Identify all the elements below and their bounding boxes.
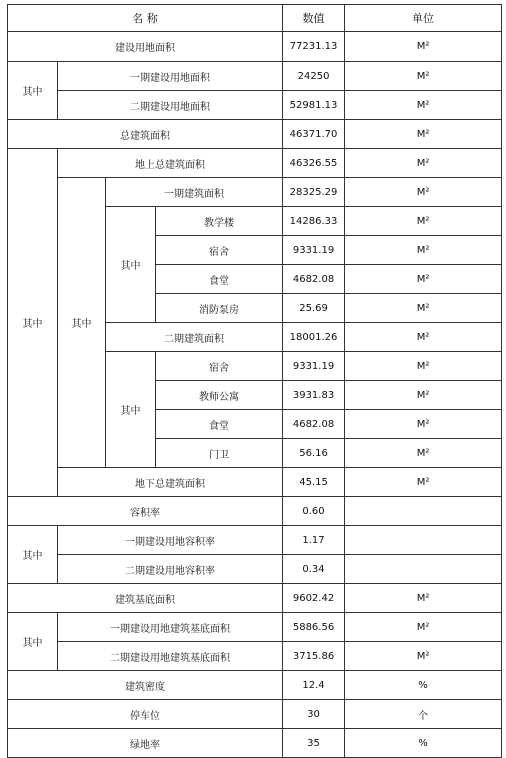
row-label: 地下总建筑面积 (58, 468, 283, 497)
group-label-qizhong: 其中 (106, 207, 156, 323)
row-value: 52981.13 (283, 91, 345, 120)
row-value: 28325.29 (283, 178, 345, 207)
row-label: 宿舍 (156, 352, 283, 381)
group-label-qizhong: 其中 (8, 613, 58, 671)
row-value: 3931.83 (283, 381, 345, 410)
table-row (8, 584, 502, 613)
row-label: 建设用地面积 (8, 32, 283, 62)
row-value: 12.4 (283, 671, 345, 700)
table-row (8, 700, 502, 729)
row-label: 一期建设用地面积 (58, 62, 283, 91)
row-label: 食堂 (156, 265, 283, 294)
row-value: 77231.13 (283, 32, 345, 62)
row-value: 30 (283, 700, 345, 729)
row-unit: M² (345, 323, 502, 352)
row-unit: M² (345, 468, 502, 497)
row-label: 二期建设用地容积率 (58, 555, 283, 584)
table-row (8, 729, 502, 758)
header-unit: 单位 (345, 5, 502, 32)
row-unit (345, 526, 502, 555)
row-label: 一期建设用地建筑基底面积 (58, 613, 283, 642)
table-row (8, 120, 502, 149)
row-unit: M² (345, 120, 502, 149)
row-unit: % (345, 729, 502, 758)
row-label: 建筑密度 (8, 671, 283, 700)
row-unit (345, 555, 502, 584)
row-unit: M² (345, 265, 502, 294)
row-value: 9331.19 (283, 236, 345, 265)
table-row (8, 32, 502, 62)
row-unit: M² (345, 410, 502, 439)
row-value: 4682.08 (283, 265, 345, 294)
table-row (8, 178, 502, 207)
row-label: 二期建设用地面积 (58, 91, 283, 120)
row-value: 9331.19 (283, 352, 345, 381)
row-unit: M² (345, 207, 502, 236)
header-name: 名 称 (8, 5, 283, 32)
table-row (8, 149, 502, 178)
row-unit: M² (345, 91, 502, 120)
row-unit: M² (345, 178, 502, 207)
row-value: 14286.33 (283, 207, 345, 236)
row-label: 门卫 (156, 439, 283, 468)
row-value: 46326.55 (283, 149, 345, 178)
row-unit: M² (345, 294, 502, 323)
row-label: 教师公寓 (156, 381, 283, 410)
table-row (8, 526, 502, 555)
row-value: 56.16 (283, 439, 345, 468)
row-label: 二期建筑面积 (106, 323, 283, 352)
table-row (8, 613, 502, 642)
table-row (8, 497, 502, 526)
table-row (8, 555, 502, 584)
row-value: 5886.56 (283, 613, 345, 642)
row-unit: M² (345, 32, 502, 62)
row-label: 绿地率 (8, 729, 283, 758)
row-value: 24250 (283, 62, 345, 91)
row-label: 建筑基底面积 (8, 584, 283, 613)
row-label: 一期建设用地容积率 (58, 526, 283, 555)
row-value: 46371.70 (283, 120, 345, 149)
row-unit: M² (345, 584, 502, 613)
row-value: 1.17 (283, 526, 345, 555)
table-header-row (8, 5, 502, 32)
group-label-qizhong: 其中 (8, 149, 58, 497)
row-label: 教学楼 (156, 207, 283, 236)
group-label-qizhong: 其中 (8, 62, 58, 120)
row-unit: M² (345, 381, 502, 410)
row-unit: M² (345, 62, 502, 91)
row-unit: M² (345, 149, 502, 178)
row-unit: M² (345, 642, 502, 671)
row-value: 18001.26 (283, 323, 345, 352)
row-unit: M² (345, 236, 502, 265)
row-label: 地上总建筑面积 (58, 149, 283, 178)
row-value: 9602.42 (283, 584, 345, 613)
table-row (8, 671, 502, 700)
group-label-qizhong: 其中 (8, 526, 58, 584)
group-label-qizhong: 其中 (58, 178, 106, 468)
row-value: 4682.08 (283, 410, 345, 439)
header-value: 数值 (283, 5, 345, 32)
row-value: 45.15 (283, 468, 345, 497)
table-row (8, 62, 502, 91)
row-value: 35 (283, 729, 345, 758)
table-row (8, 468, 502, 497)
row-value: 0.34 (283, 555, 345, 584)
row-unit: 个 (345, 700, 502, 729)
row-value: 25.69 (283, 294, 345, 323)
row-label: 一期建筑面积 (106, 178, 283, 207)
group-label-qizhong: 其中 (106, 352, 156, 468)
table-row (8, 642, 502, 671)
row-label: 停车位 (8, 700, 283, 729)
row-label: 食堂 (156, 410, 283, 439)
row-unit: % (345, 671, 502, 700)
row-value: 3715.86 (283, 642, 345, 671)
row-unit: M² (345, 613, 502, 642)
row-value: 0.60 (283, 497, 345, 526)
row-unit: M² (345, 352, 502, 381)
row-label: 二期建设用地建筑基底面积 (58, 642, 283, 671)
row-label: 宿舍 (156, 236, 283, 265)
building-index-table (7, 4, 502, 758)
row-label: 容积率 (8, 497, 283, 526)
row-label: 消防泵房 (156, 294, 283, 323)
row-unit: M² (345, 439, 502, 468)
row-unit (345, 497, 502, 526)
row-label: 总建筑面积 (8, 120, 283, 149)
table-row (8, 91, 502, 120)
